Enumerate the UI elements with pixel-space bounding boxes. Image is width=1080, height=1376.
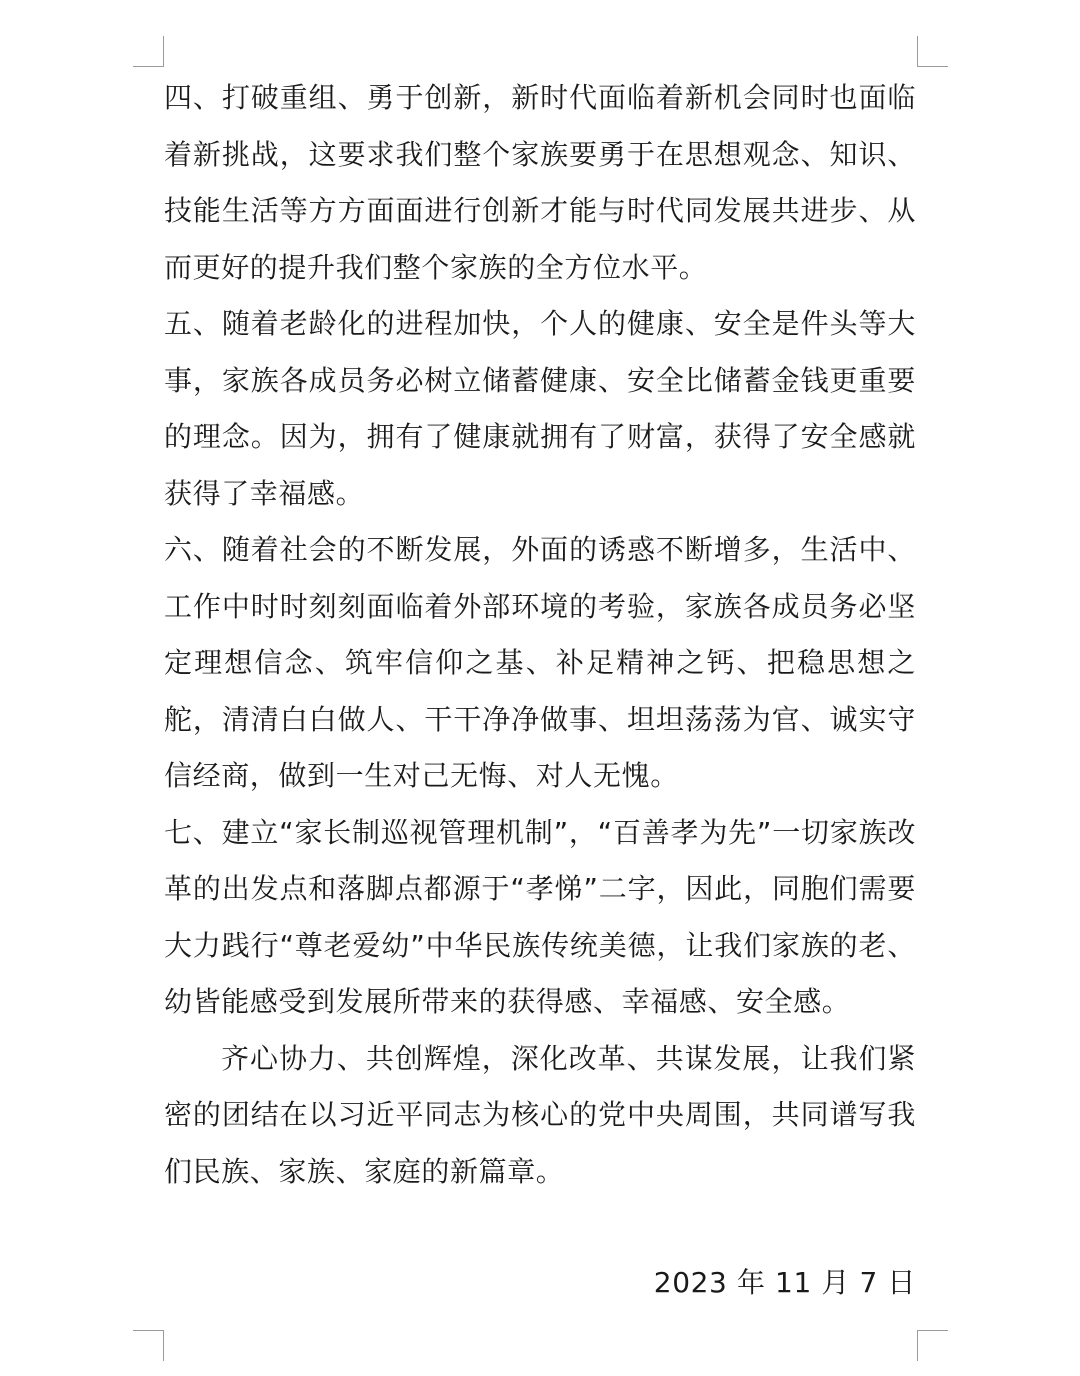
crop-mark-top-left <box>133 36 164 67</box>
paragraph-item-4: 四、打破重组、勇于创新，新时代面临着新机会同时也面临着新挑战，这要求我们整个家族要勇于在思想观念、知识、技能生活等方方面面进行创新才能与时代同发展共进步、从而更好的提升我们整个家族的全方位水平。 <box>164 81 916 284</box>
crop-mark-top-right <box>917 36 948 67</box>
crop-mark-bottom-right <box>917 1330 948 1361</box>
crop-mark-bottom-left <box>133 1330 164 1361</box>
paragraph-item-5: 五、随着老龄化的进程加快，个人的健康、安全是件头等大事，家族各成员务必树立储蓄健康、安全比储蓄金钱更重要的理念。因为，拥有了健康就拥有了财富，获得了安全感就获得了幸福感。 <box>164 307 916 510</box>
document-date: 2023 年 11 月 7 日 <box>653 1266 916 1299</box>
paragraph-item-6: 六、随着社会的不断发展，外面的诱惑不断增多，生活中、工作中时时刻刻面临着外部环境的考验，家族各成员务必坚定理想信念、筑牢信仰之基、补足精神之钙、把稳思想之舵，清清白白做人、干干净净做事、坦坦荡荡为官、诚实守信经商，做到一生对己无悔、对人无愧。 <box>164 533 916 792</box>
document-body <box>164 70 916 1200</box>
paragraph-item-7: 七、建立“家长制巡视管理机制”，“百善孝为先”一切家族改革的出发点和落脚点都源于“孝悌”二字，因此，同胞们需要大力践行“尊老爱幼”中华民族传统美德，让我们家族的老、幼皆能感受到发展所带来的获得感、幸福感、安全感。 <box>164 815 916 1018</box>
closing-paragraph: 齐心协力、共创辉煌，深化改革、共谋发展，让我们紧密的团结在以习近平同志为核心的党中央周围，共同谱写我们民族、家族、家庭的新篇章。 <box>164 1041 916 1188</box>
